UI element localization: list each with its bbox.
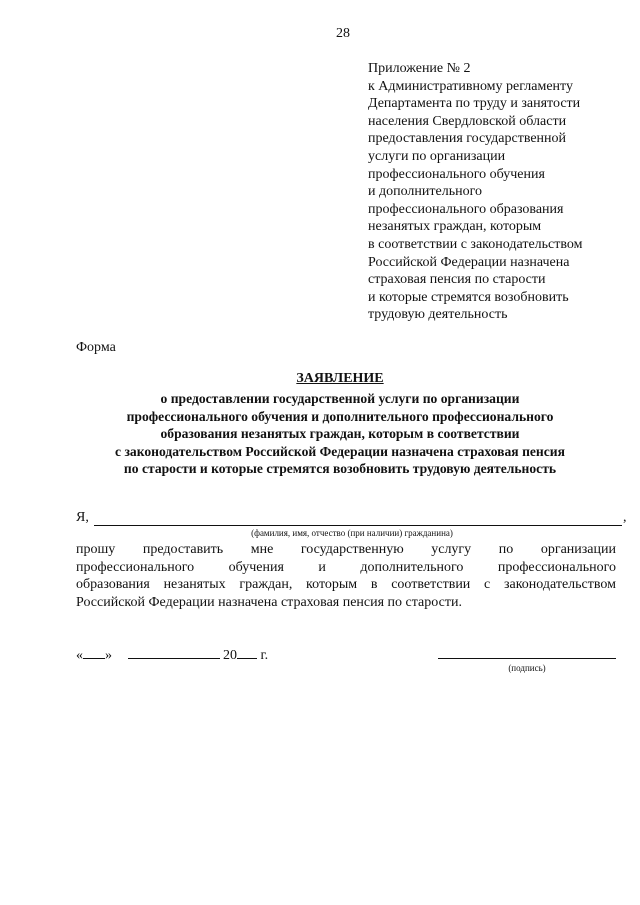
appendix-line: и которые стремятся возобновить [368, 289, 569, 305]
year-field[interactable] [237, 646, 257, 659]
subtitle-line: профессионального обучения и дополнительного профессионального [126, 408, 554, 424]
appendix-line: Российской Федерации назначена [368, 254, 570, 270]
applicant-suffix: , [623, 510, 627, 525]
appendix-line: предоставления государственной [368, 131, 567, 147]
date-close-quote: » [105, 648, 112, 663]
appendix-line: к Административному регламенту [368, 78, 573, 94]
applicant-name-hint: (фамилия, имя, отчество (при наличии) гражданина) [251, 528, 453, 538]
applicant-prefix: Я, [76, 510, 89, 525]
appendix-block [368, 60, 630, 324]
signature-field[interactable] [438, 658, 616, 659]
signature-hint: (подпись) [508, 663, 546, 673]
day-field[interactable] [83, 646, 105, 659]
form-label: Форма [76, 340, 116, 355]
appendix-line: населения Свердловской области [368, 113, 567, 129]
request-line: Российской Федерации назначена страховая пенсия по старости. [76, 594, 462, 610]
appendix-line: профессионального обучения [368, 166, 545, 182]
subtitle-line: с законодательством Российской Федерации назначена страховая пенсия [115, 443, 565, 459]
subtitle-line: по старости и которые стремятся возобновить трудовую деятельность [123, 461, 557, 477]
request-line: образования незанятых граждан, которым в соответствии с законодательством [76, 577, 616, 593]
month-field[interactable] [128, 646, 220, 659]
appendix-line: Департамента по труду и занятости [368, 96, 581, 112]
document-subtitle [40, 390, 640, 478]
appendix-line: в соответствии с законодательством [368, 236, 583, 252]
appendix-line: и дополнительного [368, 184, 482, 200]
appendix-line: страховая пенсия по старости [368, 272, 546, 288]
year-prefix: 20 [223, 648, 237, 663]
request-line: прошу предоставить мне государственную услугу по организации [76, 542, 616, 557]
date-open-quote: « [76, 648, 83, 663]
appendix-line: трудовую деятельность [368, 307, 508, 323]
appendix-line: незанятых граждан, которым [368, 219, 542, 235]
date-row [76, 646, 268, 664]
subtitle-line: образования незанятых граждан, которым в соответствии [160, 426, 520, 442]
appendix-line: профессионального образования [368, 201, 564, 217]
appendix-line: Приложение № 2 [368, 61, 471, 76]
document-title: ЗАЯВЛЕНИЕ [296, 371, 384, 386]
request-line: профессионального обучения и дополнительного профессионального [76, 559, 616, 575]
appendix-line: услуги по организации [368, 148, 506, 164]
request-paragraph [76, 541, 616, 611]
year-suffix: г. [260, 648, 269, 663]
page-number: 28 [336, 26, 350, 41]
applicant-name-field[interactable] [94, 525, 622, 526]
subtitle-line: о предоставлении государственной услуги по организации [160, 391, 520, 406]
